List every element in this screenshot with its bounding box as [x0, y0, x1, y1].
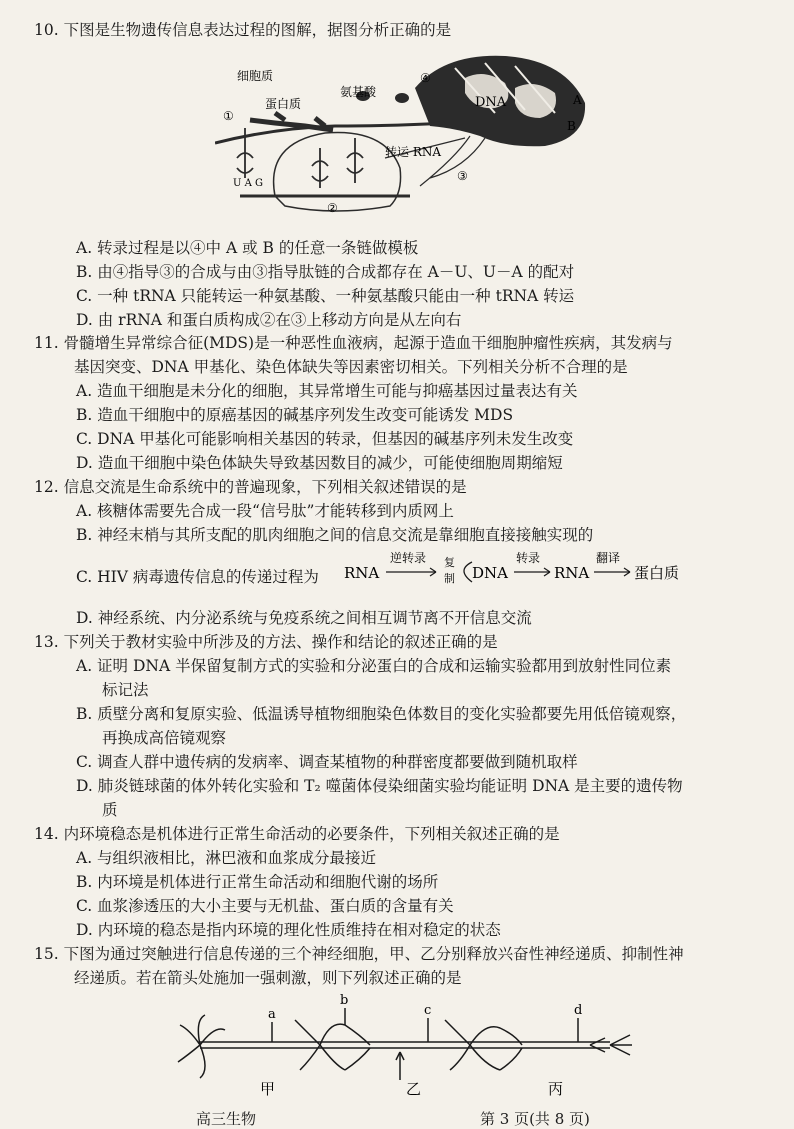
footer-subject: 高三生物 — [196, 1110, 257, 1128]
label-yi: 乙 — [406, 1080, 422, 1098]
replication-loop-arrow — [464, 562, 472, 582]
q15-stem-line1: 15. 下图为通过突触进行信息传递的三个神经细胞，甲、乙分别释放兴奋性神经递质、抑制性神 — [34, 945, 684, 963]
q10-gene-expression-figure — [215, 48, 595, 228]
q13-option-c: C. 调查人群中遗传病的发病率、调查某植物的种群密度都要做到随机取样 — [76, 753, 578, 771]
q13-option-d-line2: 质 — [102, 801, 118, 819]
flow-rna-1: RNA — [344, 564, 380, 582]
label-a: a — [268, 1007, 276, 1022]
neuron-synapse-figure — [170, 990, 640, 1100]
neuron-jia-body — [178, 1015, 225, 1078]
q11-option-b: B. 造血干细胞中的原癌基因的碱基序列发生改变可能诱发 MDS — [76, 406, 514, 424]
q14-option-c: C. 血浆渗透压的大小主要与无机盐、蛋白质的含量有关 — [76, 897, 454, 915]
q14-option-b: B. 内环境是机体进行正常生命活动和细胞代谢的场所 — [76, 873, 439, 891]
flow-replication-1: 复 — [444, 556, 455, 569]
label-1: ① — [223, 109, 234, 123]
label-d: d — [574, 1003, 583, 1018]
flow-reverse-transcription: 逆转录 — [390, 551, 427, 565]
q13-option-b-line2: 再换成高倍镜观察 — [102, 729, 227, 747]
amino-acid-icon — [395, 93, 409, 103]
q12-option-c-prefix: C. HIV 病毒遗传信息的传递过程为 — [76, 568, 319, 586]
label-B: B — [567, 119, 576, 133]
q12-option-a: A. 核糖体需要先合成一段“信号肽”才能转移到内质网上 — [76, 502, 454, 520]
label-b: b — [340, 993, 349, 1008]
q13-stem: 13. 下列关于教材实验中所涉及的方法、操作和结论的叙述正确的是 — [34, 633, 498, 651]
q12-stem: 12. 信息交流是生命系统中的普遍现象，下列相关叙述错误的是 — [34, 478, 467, 496]
q10-stem: 10. 下图是生物遗传信息表达过程的图解，据图分析正确的是 — [34, 21, 452, 39]
q13-option-a-line2: 标记法 — [102, 681, 149, 699]
neuron-bing-body — [445, 1020, 522, 1070]
footer-page: 第 3 页(共 8 页) — [480, 1110, 590, 1128]
q10-option-b: B. 由④指导③的合成与由③指导肽链的合成都存在 A－U、U－A 的配对 — [76, 263, 575, 281]
flow-replication-2: 制 — [444, 572, 455, 585]
q12-option-d: D. 神经系统、内分泌系统与免疫系统之间相互调节离不开信息交流 — [76, 609, 532, 627]
q14-option-a: A. 与组织液相比，淋巴液和血浆成分最接近 — [76, 849, 377, 867]
flow-transcription: 转录 — [516, 551, 541, 565]
label-A: A — [573, 93, 582, 107]
label-trna: 转运 RNA — [385, 145, 442, 159]
q10-option-d: D. 由 rRNA 和蛋白质构成②在③上移动方向是从左向右 — [76, 311, 462, 329]
label-2: ② — [327, 201, 338, 215]
flow-translation: 翻译 — [596, 551, 621, 565]
ribosome-outline — [274, 132, 401, 211]
q14-stem: 14. 内环境稳态是机体进行正常生命活动的必要条件，下列相关叙述正确的是 — [34, 825, 560, 843]
q12-option-b: B. 神经末梢与其所支配的肌肉细胞之间的信息交流是靠细胞直接接触实现的 — [76, 526, 594, 544]
q11-stem-line2: 基因突变、DNA 甲基化、染色体缺失等因素密切相关。下列相关分析不合理的是 — [74, 358, 628, 376]
hiv-info-flow-diagram — [344, 548, 694, 590]
q10-option-c: C. 一种 tRNA 只能转运一种氨基酸、一种氨基酸只能由一种 tRNA 转运 — [76, 287, 575, 305]
q10-option-a: A. 转录过程是以④中 A 或 B 的任意一条链做模板 — [76, 239, 419, 257]
flow-protein: 蛋白质 — [634, 564, 680, 582]
label-jia: 甲 — [260, 1080, 276, 1098]
neuron-yi-body — [295, 1020, 370, 1070]
peptide-chain — [250, 113, 333, 130]
q11-option-c: C. DNA 甲基化可能影响相关基因的转录，但基因的碱基序列未发生改变 — [76, 430, 574, 448]
label-amino-acid: 氨基酸 — [340, 85, 377, 99]
label-bing: 丙 — [548, 1080, 564, 1098]
label-3: ③ — [457, 169, 468, 183]
label-4: ④ — [420, 71, 431, 85]
q11-stem-line1: 11. 骨髓增生异常综合征(MDS)是一种恶性血液病，起源于造血干细胞肿瘤性疾病，其发病与 — [34, 334, 673, 352]
q13-option-a-line1: A. 证明 DNA 半保留复制方式的实验和分泌蛋白的合成和运输实验都用到放射性同位素 — [76, 657, 672, 675]
label-cytoplasm: 细胞质 — [237, 69, 274, 83]
q11-option-a: A. 造血干细胞是未分化的细胞，其异常增生可能与抑癌基因过量表达有关 — [76, 382, 578, 400]
axon-terminal — [590, 1035, 632, 1055]
flow-dna: DNA — [472, 564, 508, 582]
q13-option-d-line1: D. 肺炎链球菌的体外转化实验和 T₂ 噬菌体侵染细菌实验均能证明 DNA 是主要的遗传物 — [76, 777, 683, 795]
q14-option-d: D. 内环境的稳态是指内环境的理化性质维持在相对稳定的状态 — [76, 921, 501, 939]
label-protein: 蛋白质 — [265, 97, 302, 111]
label-c: c — [424, 1003, 432, 1018]
label-dna: DNA — [475, 95, 507, 110]
flow-rna-2: RNA — [554, 564, 590, 582]
q11-option-d: D. 造血干细胞中染色体缺失导致基因数目的减少，可能使细胞周期缩短 — [76, 454, 563, 472]
q15-stem-line2: 经递质。若在箭头处施加一强刺激，则下列叙述正确的是 — [74, 969, 462, 987]
label-uag: U A G — [233, 178, 263, 189]
q13-option-b-line1: B. 质壁分离和复原实验、低温诱导植物细胞染色体数目的变化实验都要先用低倍镜观察， — [76, 705, 687, 723]
